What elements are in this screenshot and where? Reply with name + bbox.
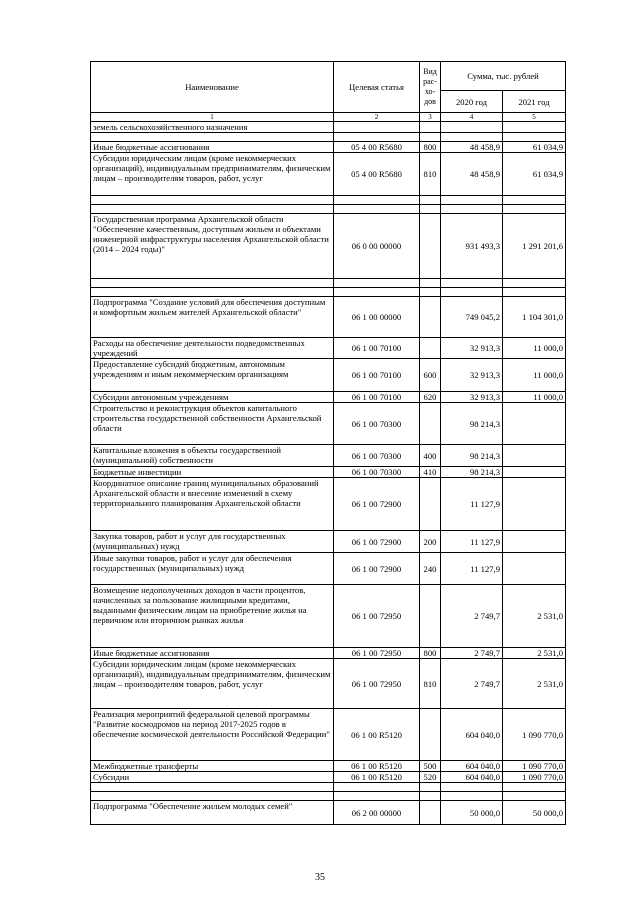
empty-cell <box>441 288 503 297</box>
cell-name: Реализация мероприятий федеральной целевой программы "Развитие космодромов на период 2017-2025 годов в обеспечение космической деятельности Российской Федерации" <box>91 709 334 761</box>
cell-target-article: 06 1 00 70300 <box>334 445 420 467</box>
cell-sum-2021: 1 090 770,0 <box>503 761 566 772</box>
cell-name: Закупка товаров, работ и услуг для государственных (муниципальных) нужд <box>91 531 334 553</box>
cell-target-article: 06 1 00 72900 <box>334 478 420 531</box>
cell-name: Подпрограмма "Создание условий для обеспечения доступным и комфортным жильем жителей Архангельской области" <box>91 297 334 338</box>
table-row <box>91 445 566 467</box>
cell-target-article: 06 1 00 R5120 <box>334 772 420 783</box>
cell-name: Иные бюджетные ассигнования <box>91 142 334 153</box>
cell-name: Субсидии юридическим лицам (кроме некоммерческих организаций), индивидуальным предпринимателям, физическим лицам – производителям товаров, работ, услуг <box>91 659 334 709</box>
empty-cell <box>503 196 566 205</box>
cell-sum-2020: 604 040,0 <box>441 761 503 772</box>
cell-sum-2020: 98 214,3 <box>441 467 503 478</box>
cell-expense-type <box>420 122 441 133</box>
cell-sum-2021: 2 531,0 <box>503 585 566 648</box>
header-year-2020: 2020 год <box>441 91 503 113</box>
cell-expense-type <box>420 801 441 825</box>
cell-sum-2020: 32 913,3 <box>441 392 503 403</box>
cell-sum-2020: 749 045,2 <box>441 297 503 338</box>
cell-sum-2020: 48 458,9 <box>441 142 503 153</box>
cell-sum-2020 <box>441 122 503 133</box>
empty-cell <box>91 783 334 792</box>
table-row <box>91 801 566 825</box>
cell-expense-type: 400 <box>420 445 441 467</box>
cell-target-article: 06 2 00 00000 <box>334 801 420 825</box>
empty-cell <box>503 205 566 214</box>
cell-name: Бюджетные инвестиции <box>91 467 334 478</box>
table-spacer-row <box>91 133 566 142</box>
table-row <box>91 709 566 761</box>
table-row <box>91 142 566 153</box>
cell-name: Возмещение недополученных доходов в части процентов, начисленных за пользование жилищными кредитами, выданными физическим лицам на приобретение жилья на первичном или вторичном рынках жилья <box>91 585 334 648</box>
empty-cell <box>334 792 420 801</box>
table-row <box>91 467 566 478</box>
cell-target-article: 06 1 00 70300 <box>334 403 420 445</box>
table-spacer-row <box>91 205 566 214</box>
table-row <box>91 338 566 359</box>
cell-expense-type: 600 <box>420 359 441 392</box>
empty-cell <box>91 279 334 288</box>
empty-cell <box>91 205 334 214</box>
cell-sum-2020: 2 749,7 <box>441 648 503 659</box>
cell-name: Иные бюджетные ассигнования <box>91 648 334 659</box>
cell-sum-2021: 1 090 770,0 <box>503 772 566 783</box>
cell-sum-2020: 32 913,3 <box>441 338 503 359</box>
cell-target-article: 06 1 00 70100 <box>334 338 420 359</box>
cell-expense-type: 410 <box>420 467 441 478</box>
cell-target-article: 06 1 00 00000 <box>334 297 420 338</box>
cell-expense-type <box>420 297 441 338</box>
table-row <box>91 553 566 585</box>
cell-sum-2020: 931 493,3 <box>441 214 503 279</box>
cell-sum-2020: 11 127,9 <box>441 553 503 585</box>
cell-sum-2021 <box>503 445 566 467</box>
empty-cell <box>503 279 566 288</box>
cell-expense-type: 810 <box>420 659 441 709</box>
cell-expense-type <box>420 709 441 761</box>
column-index-row <box>91 113 566 122</box>
cell-expense-type: 800 <box>420 142 441 153</box>
empty-cell <box>441 196 503 205</box>
cell-target-article <box>334 122 420 133</box>
empty-cell <box>420 288 441 297</box>
cell-sum-2021: 50 000,0 <box>503 801 566 825</box>
empty-cell <box>334 196 420 205</box>
empty-cell <box>334 783 420 792</box>
table-row <box>91 761 566 772</box>
empty-cell <box>334 288 420 297</box>
column-index-cell: 2 <box>334 113 420 122</box>
column-index-cell: 5 <box>503 113 566 122</box>
table-row <box>91 297 566 338</box>
empty-cell <box>91 288 334 297</box>
table-spacer-row <box>91 288 566 297</box>
cell-name: Предоставление субсидий бюджетным, автономным учреждениям и иным некоммерческим организациям <box>91 359 334 392</box>
empty-cell <box>420 792 441 801</box>
column-index-cell: 4 <box>441 113 503 122</box>
cell-expense-type: 810 <box>420 153 441 196</box>
cell-sum-2020: 2 749,7 <box>441 659 503 709</box>
cell-sum-2021 <box>503 122 566 133</box>
column-index-cell: 1 <box>91 113 334 122</box>
cell-sum-2021: 11 000,0 <box>503 359 566 392</box>
cell-expense-type: 620 <box>420 392 441 403</box>
cell-sum-2020: 11 127,9 <box>441 478 503 531</box>
cell-target-article: 06 1 00 72900 <box>334 531 420 553</box>
cell-sum-2021: 1 291 201,6 <box>503 214 566 279</box>
empty-cell <box>503 783 566 792</box>
cell-name: Государственная программа Архангельской области "Обеспечение качественным, доступным жильем и объектами инженерной инфраструктуры населения Архангельской области (2014 – 2024 годы)" <box>91 214 334 279</box>
cell-sum-2021: 61 034,9 <box>503 153 566 196</box>
cell-expense-type <box>420 214 441 279</box>
cell-sum-2021 <box>503 553 566 585</box>
cell-name: земель сельскохозяйственного назначения <box>91 122 334 133</box>
cell-name: Межбюджетные трансферты <box>91 761 334 772</box>
cell-name: Иные закупки товаров, работ и услуг для обеспечения государственных (муниципальных) нужд <box>91 553 334 585</box>
cell-target-article: 05 4 00 R5680 <box>334 142 420 153</box>
empty-cell <box>503 133 566 142</box>
cell-name: Субсидии юридическим лицам (кроме некоммерческих организаций), индивидуальным предпринимателям, физическим лицам – производителям товаров, работ, услуг <box>91 153 334 196</box>
cell-sum-2020: 2 749,7 <box>441 585 503 648</box>
cell-expense-type: 520 <box>420 772 441 783</box>
budget-table <box>90 61 566 825</box>
empty-cell <box>441 133 503 142</box>
cell-sum-2020: 604 040,0 <box>441 709 503 761</box>
cell-target-article: 06 1 00 72950 <box>334 659 420 709</box>
empty-cell <box>91 133 334 142</box>
cell-sum-2021: 11 000,0 <box>503 338 566 359</box>
empty-cell <box>441 279 503 288</box>
cell-expense-type: 800 <box>420 648 441 659</box>
table-row <box>91 392 566 403</box>
cell-expense-type: 500 <box>420 761 441 772</box>
empty-cell <box>420 196 441 205</box>
table-row <box>91 214 566 279</box>
empty-cell <box>334 279 420 288</box>
empty-cell <box>503 792 566 801</box>
cell-sum-2021: 2 531,0 <box>503 648 566 659</box>
cell-sum-2021: 1 090 770,0 <box>503 709 566 761</box>
cell-name: Координатное описание границ муниципальных образований Архангельской области и внесение изменений в схему территориального планирования Архангельской области <box>91 478 334 531</box>
cell-target-article: 06 0 00 00000 <box>334 214 420 279</box>
cell-target-article: 06 1 00 72950 <box>334 585 420 648</box>
cell-name: Субсидии <box>91 772 334 783</box>
table-spacer-row <box>91 783 566 792</box>
header-sum: Сумма, тыс. рублей <box>441 62 566 91</box>
cell-target-article: 06 1 00 70100 <box>334 392 420 403</box>
table-row <box>91 478 566 531</box>
cell-target-article: 06 1 00 70300 <box>334 467 420 478</box>
cell-name: Субсидии автономным учреждениям <box>91 392 334 403</box>
cell-sum-2021 <box>503 531 566 553</box>
empty-cell <box>503 288 566 297</box>
table-row <box>91 585 566 648</box>
cell-target-article: 05 4 00 R5680 <box>334 153 420 196</box>
empty-cell <box>420 133 441 142</box>
empty-cell <box>91 792 334 801</box>
table-spacer-row <box>91 279 566 288</box>
cell-sum-2021: 2 531,0 <box>503 659 566 709</box>
empty-cell <box>420 783 441 792</box>
cell-sum-2020: 32 913,3 <box>441 359 503 392</box>
empty-cell <box>334 205 420 214</box>
table-row <box>91 153 566 196</box>
empty-cell <box>441 205 503 214</box>
empty-cell <box>420 279 441 288</box>
table-row <box>91 659 566 709</box>
cell-sum-2021: 1 104 301,0 <box>503 297 566 338</box>
page-number: 35 <box>315 872 325 883</box>
cell-expense-type: 200 <box>420 531 441 553</box>
cell-target-article: 06 1 00 R5120 <box>334 709 420 761</box>
empty-cell <box>91 196 334 205</box>
table-header <box>91 62 566 122</box>
empty-cell <box>441 783 503 792</box>
cell-sum-2020: 98 214,3 <box>441 445 503 467</box>
table-spacer-row <box>91 792 566 801</box>
cell-sum-2020: 98 214,3 <box>441 403 503 445</box>
cell-name: Подпрограмма "Обеспечение жильем молодых семей" <box>91 801 334 825</box>
header-vid: Вид рас- хо- дов <box>420 62 441 113</box>
table-row <box>91 403 566 445</box>
cell-expense-type <box>420 478 441 531</box>
cell-expense-type <box>420 585 441 648</box>
cell-sum-2020: 604 040,0 <box>441 772 503 783</box>
cell-sum-2020: 50 000,0 <box>441 801 503 825</box>
cell-sum-2020: 48 458,9 <box>441 153 503 196</box>
cell-sum-2021: 61 034,9 <box>503 142 566 153</box>
header-code: Целевая статья <box>334 62 420 113</box>
cell-expense-type <box>420 403 441 445</box>
column-index-cell: 3 <box>420 113 441 122</box>
cell-sum-2020: 11 127,9 <box>441 531 503 553</box>
empty-cell <box>441 792 503 801</box>
empty-cell <box>420 205 441 214</box>
cell-target-article: 06 1 00 70100 <box>334 359 420 392</box>
cell-target-article: 06 1 00 72900 <box>334 553 420 585</box>
table-row <box>91 772 566 783</box>
table-row <box>91 648 566 659</box>
cell-expense-type <box>420 338 441 359</box>
table-spacer-row <box>91 196 566 205</box>
header-year-2021: 2021 год <box>503 91 566 113</box>
cell-sum-2021: 11 000,0 <box>503 392 566 403</box>
cell-name: Капитальные вложения в объекты государственной (муниципальной) собственности <box>91 445 334 467</box>
table-body <box>91 122 566 825</box>
cell-target-article: 06 1 00 R5120 <box>334 761 420 772</box>
table-row <box>91 122 566 133</box>
table-row <box>91 359 566 392</box>
header-name: Наименование <box>91 62 334 113</box>
cell-sum-2021 <box>503 403 566 445</box>
empty-cell <box>334 133 420 142</box>
cell-name: Расходы на обеспечение деятельности подведомственных учреждений <box>91 338 334 359</box>
cell-target-article: 06 1 00 72950 <box>334 648 420 659</box>
cell-sum-2021 <box>503 467 566 478</box>
table-row <box>91 531 566 553</box>
cell-expense-type: 240 <box>420 553 441 585</box>
cell-name: Строительство и реконструкция объектов капитального строительства государственной собственности Архангельской области <box>91 403 334 445</box>
cell-sum-2021 <box>503 478 566 531</box>
